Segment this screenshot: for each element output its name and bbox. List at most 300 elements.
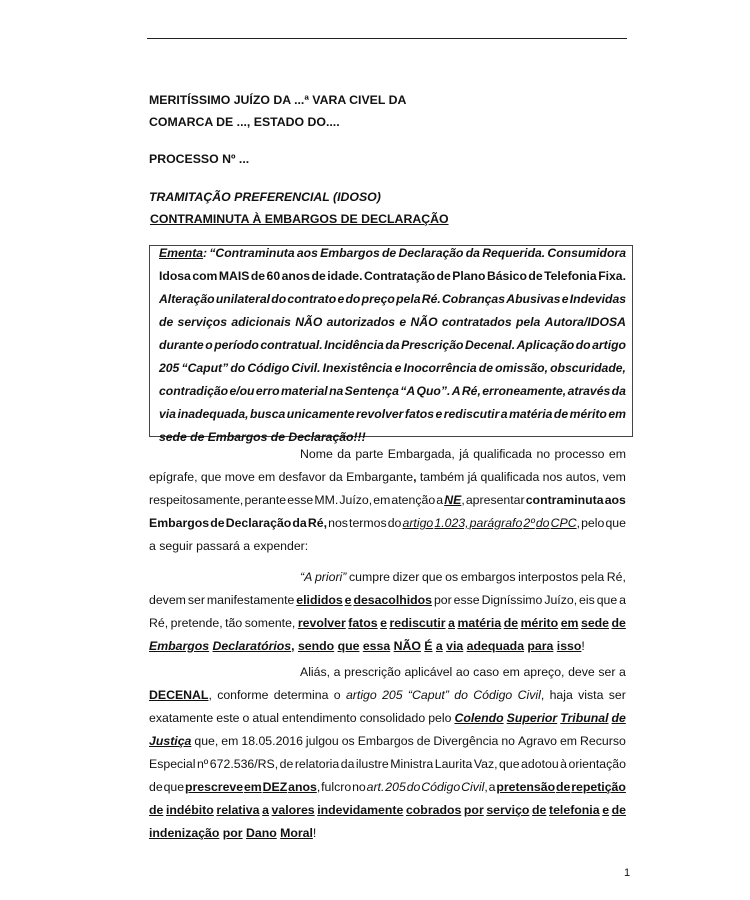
word [496,779,555,795]
word [551,515,580,531]
word [602,802,609,818]
word [581,615,609,631]
word [178,314,227,330]
word [296,592,342,608]
text-run: de [553,407,569,421]
word [446,639,463,653]
text-run: elididos [296,593,343,607]
word [292,515,306,531]
word [197,756,208,772]
word [501,733,515,749]
text-run: Declaratórios [212,639,292,653]
word [346,469,416,485]
text-run: contradição [159,384,229,398]
word [329,469,343,485]
word [466,245,480,261]
text-run: do [387,516,402,530]
text-run: a [435,639,443,653]
text-run: autorizados [326,315,396,329]
word [324,337,384,353]
text-run: NE [444,493,462,507]
text-run: Sentença [344,384,399,398]
text-run: do [230,361,246,375]
text-run: atenção [391,493,436,507]
text-run: Ré, [606,570,626,584]
word [159,268,191,284]
word [382,245,396,261]
text-run: parte [355,447,384,461]
text-run: 18.05.2016 [241,734,303,748]
word [461,779,488,795]
text-run: conforme [217,688,269,702]
text-run: NÃO [410,315,438,329]
text-run: de [556,780,571,794]
text-run: também [419,470,465,484]
text-run: “Caput” [407,688,449,702]
word [501,406,508,422]
text-run: Indevidas [569,292,626,306]
word [159,539,193,553]
word [612,802,626,818]
word [424,639,432,653]
word [159,314,173,330]
text-run: a [500,407,508,421]
word [390,615,446,631]
word [612,615,626,631]
text-run: Telefonia [544,269,597,283]
text-run: Civil. [291,361,321,375]
word [263,779,288,795]
word [373,492,390,508]
word [401,337,463,353]
text-run: de [149,803,164,817]
text-run: “A [400,384,416,398]
word [216,291,270,307]
text-run: Juízo, [339,493,373,507]
ementa-line [159,406,626,422]
word [518,687,545,703]
word [521,615,559,631]
text-run: dizer [392,570,420,584]
intro-line [149,515,626,531]
text-run: que, [194,734,219,748]
text-run: através [567,384,611,398]
text-run: manifestamente [206,593,295,607]
text-run: Inexistência [322,361,393,375]
word [210,515,224,531]
word [487,268,527,284]
text-run: contrato [287,292,337,306]
word [298,615,346,631]
court-address-line-2: COMARCA DE ..., ESTADO DO.... [149,115,340,129]
word [422,569,443,585]
text-run: entendimento [282,711,357,725]
text-run: para [527,639,554,653]
word [388,446,455,462]
text-run: Declaração [398,246,464,260]
text-run: no [352,780,366,794]
text-run: DECENAL [149,688,209,702]
word [420,469,464,485]
text-run: Ré, [307,516,328,530]
text-run: Divergência [433,734,499,748]
text-run: Prescrição [401,338,464,352]
text-run: Ré, [149,616,169,630]
word [393,569,420,585]
text-run: e [394,361,402,375]
text-run: de [381,246,397,260]
text-run: somente, [244,616,296,630]
text-run: relatoria [294,757,340,771]
text-run: matéria [457,616,502,630]
text-run: caso [473,665,500,679]
ementa-line [159,383,626,399]
text-run: Idosa [159,269,191,283]
text-run: Incidência [324,338,384,352]
text-run: que [337,639,360,653]
word [406,802,461,818]
ementa-line [159,314,626,330]
word [356,406,403,422]
text-run: adotou [521,757,559,771]
word [245,615,296,631]
text-run: Especial [149,757,196,771]
word [352,779,366,795]
word [321,779,351,795]
word [216,710,239,726]
text-run: indevidamente [317,803,404,817]
text-run: contraminuta [525,493,604,507]
intro-line [149,538,626,554]
text-run: serviços [177,315,228,329]
word [380,615,387,631]
text-run: mérito [520,616,559,630]
text-run: de [149,780,163,794]
word [241,733,303,749]
word [262,802,269,818]
text-run: art. [366,780,385,794]
word [543,469,563,485]
word [473,664,499,680]
word [341,756,355,772]
word [436,639,443,653]
word [252,710,279,726]
word [247,360,289,376]
word [465,337,515,353]
text-run: Digníssimo [481,593,543,607]
text-run: artigo [402,516,434,530]
word [568,664,595,680]
word [149,733,191,749]
text-run: em [502,665,520,679]
word [229,383,254,399]
text-run: no [536,447,551,461]
word [209,245,294,261]
text-run: fatos [348,616,378,630]
text-run: esse [453,593,480,607]
text-run: Ministra [390,757,434,771]
word [544,268,597,284]
text-run: o [242,711,250,725]
text-run: Vaz, [473,757,498,771]
text-run: eis [579,593,595,607]
word [287,492,313,508]
text-run: fatos [404,407,435,421]
word [470,515,523,531]
word [271,430,285,444]
word [473,687,512,703]
text-run: da [337,447,351,461]
word [282,268,310,284]
word [499,756,520,772]
apriori-line [149,638,626,654]
word [149,592,186,608]
text-run: que [421,570,443,584]
word [507,710,558,726]
text-run: pelo [428,711,452,725]
procedure-type: TRAMITAÇÃO PREFERENCIAL (IDOSO) [149,190,381,204]
word [171,615,223,631]
prescription-line [149,687,626,703]
text-run: contratual. [260,338,323,352]
word [390,756,433,772]
text-run: Autora/IDOSA [544,315,626,329]
word [308,515,327,531]
word [434,592,452,608]
text-run: Código [473,688,513,702]
word [217,687,268,703]
text-run: que [596,593,618,607]
word [454,592,480,608]
word [339,492,372,508]
text-run: do [271,292,287,306]
text-run: a [619,665,626,679]
text-run: revolver [297,616,346,630]
text-run: preço [361,292,395,306]
ementa-line [159,245,626,261]
text-run: Recurso [580,734,626,748]
word [527,639,553,653]
text-run: Superior [506,711,558,725]
text-run: de [478,361,493,375]
word [159,406,176,422]
word [223,826,243,840]
text-run: o [333,688,341,702]
text-run: Ementa [159,246,204,260]
text-run: Embargos [207,430,268,444]
word [482,383,566,399]
word [560,710,608,726]
word [609,687,626,703]
text-run: em [608,447,626,461]
word [452,383,461,399]
word [536,446,550,462]
text-run: aplicável [404,665,453,679]
header-rule [147,38,627,39]
text-run: , [576,516,580,530]
word [459,446,469,462]
text-run: os [341,734,355,748]
word [433,733,498,749]
text-run: MM. [314,493,339,507]
word [201,469,222,485]
text-run: que [605,516,626,530]
word [545,314,626,330]
ementa-line [159,291,626,307]
word [516,314,540,330]
word [342,733,355,749]
word [280,826,316,840]
word [608,406,626,422]
word [395,360,402,376]
word [159,337,204,353]
word [523,515,534,531]
word [473,446,532,462]
text-run: Agravo [518,734,557,748]
word [421,779,460,795]
word [287,291,336,307]
word [288,430,365,444]
text-run: Consumidora [547,246,626,260]
text-run: artigo [592,338,626,352]
text-run: que [200,470,222,484]
text-run: atual [252,711,280,725]
word [408,687,449,703]
word [504,615,518,631]
text-run: “Caput” [181,361,229,375]
text-run: , [208,688,212,702]
word [462,383,481,399]
word [271,291,286,307]
ementa-line [159,268,626,284]
word [306,733,339,749]
word [300,446,333,462]
word [260,337,322,353]
word [338,639,360,653]
text-run: telefonia [549,803,600,817]
word [149,539,156,553]
word [403,360,476,376]
word [149,826,219,840]
prescription-line [149,779,626,795]
word [149,687,212,703]
text-run: de [503,616,519,630]
text-run: haja [549,688,573,702]
text-run: que [163,780,185,794]
text-run: adicionais [231,315,291,329]
text-run: pretensão [496,780,556,794]
text-run: a [149,539,156,553]
word [518,569,578,585]
text-run: vem [602,470,626,484]
word [291,360,320,376]
word [149,492,243,508]
word [272,802,315,818]
text-run: Aliás, [300,665,331,679]
intro-line [149,469,626,485]
text-run: , [461,493,465,507]
word [598,664,615,680]
word [250,406,285,422]
word [225,469,255,485]
word [295,756,339,772]
word [555,446,605,462]
apriori-line [149,615,626,631]
word [345,383,399,399]
word [246,826,277,840]
word [149,639,209,653]
word [280,756,294,772]
text-run: do [406,780,421,794]
text-run: processo [554,447,605,461]
word [495,360,548,376]
word [581,569,604,585]
text-run: Ré, [461,384,481,398]
word [315,569,346,585]
text-run: move [224,470,255,484]
text-run: É [424,639,433,653]
text-run: nº [196,757,209,771]
text-run: já [467,470,478,484]
text-run: de [532,803,547,817]
text-run: Declaração [225,516,292,530]
text-run: 205 [159,361,180,375]
court-address-line-1: MERITÍSSIMO JUÍZO DA ...ª VARA CIVEL DA [149,93,407,107]
word [312,268,326,284]
word [523,664,564,680]
text-run: parágrafo [469,516,523,530]
word [317,802,403,818]
text-run: em [243,780,262,794]
text-run: de [250,269,266,283]
text-run: revolver [355,407,404,421]
text-run: exatamente [149,711,214,725]
text-run: Código [247,361,290,375]
word [258,469,275,485]
text-run: matéria [509,407,553,421]
word [226,515,292,531]
ementa-line [159,429,626,445]
word [557,639,585,653]
text-run: desfavor [278,470,326,484]
text-run: essa [362,639,391,653]
text-run: , [540,688,545,702]
word [482,245,545,261]
text-run: e [344,593,352,607]
text-run: esse [287,493,314,507]
text-run: na [329,384,344,398]
text-run: em [373,493,391,507]
text-run: a [448,616,455,630]
text-run: indenização [149,826,220,840]
word [456,664,470,680]
word [213,639,295,653]
word [314,492,338,508]
text-run: mérito [569,407,607,421]
text-run: a [333,665,341,679]
text-run: embargos [460,570,516,584]
word [149,710,213,726]
text-run: desacolhidos [353,593,433,607]
word [474,756,498,772]
word [568,756,625,772]
word [436,406,443,422]
word [159,430,187,444]
word [400,383,415,399]
word [149,756,195,772]
word [298,639,334,653]
word [327,314,395,330]
